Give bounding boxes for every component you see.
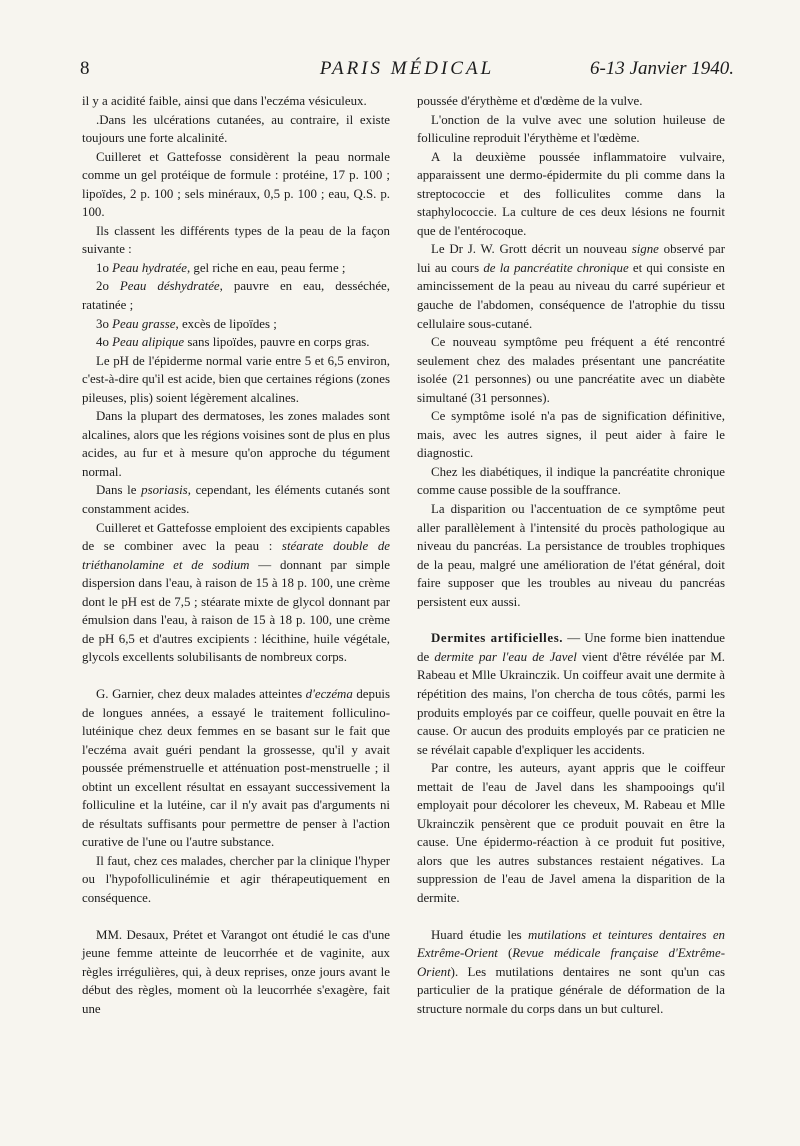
paragraph: Ce symptôme isolé n'a pas de signification définitive, mais, avec les autres signes, il peut aider à faire le diagnostic. — [417, 409, 725, 461]
left-column — [82, 92, 390, 1018]
paragraph: L'onction de la vulve avec une solution huileuse de folliculine reproduit l'érythème et l'œdème. — [417, 112, 725, 146]
paragraph: Chez les diabétiques, il indique la pancréatite chronique comme cause possible de la souffrance. — [417, 464, 725, 498]
paragraph: Par contre, les auteurs, ayant appris que le coiffeur mettait de l'eau de Javel dans les shampooings qu'il employait pour décolorer les cheveux, M. Rabeau et Mlle Ukrainczik pensèrent que ce produit pouvait en être la cause. Une épidermo-réaction à ce produit fut positive, alors que les autres substances restaient négatives. La suppression de l'eau de Javel amena la disparition de la dermite. — [417, 761, 725, 905]
paragraph: La disparition ou l'accentuation de ce symptôme peut aller parallèlement à l'intensité du procès pathologique au niveau du pancréas. La persistance de troubles trophiques de la peau, malgré une amélioration de l'état général, doit faire supposer que les troubles au niveau du pancréas persistent eux aussi. — [417, 502, 725, 609]
paragraph: Dans la plupart des dermatoses, les zones malades sont alcalines, alors que les régions voisines sont de plus en plus acides, au fur et à mesure qu'on approche du tégument normal. — [82, 409, 390, 479]
paragraph: poussée d'érythème et d'œdème de la vulve. — [417, 94, 643, 108]
paragraph: Ce nouveau symptôme peu fréquent a été rencontré seulement chez des malades présentant une pancréatite isolée (21 personnes) ou une pancréatite avec un diabète simultané (31 personnes). — [417, 335, 725, 405]
paragraph: .Dans les ulcérations cutanées, au contraire, il existe toujours une forte alcalinité. — [82, 112, 390, 146]
page-number: 8 — [80, 58, 90, 79]
skin-type-2: 2o Peau déshydratée, pauvre en eau, desséchée, ratatinée ; — [82, 279, 390, 313]
issue-date: 6-13 Janvier 1940. — [589, 58, 734, 79]
skin-type-4: 4o Peau alipique sans lipoïdes, pauvre en corps gras. — [96, 335, 370, 350]
paragraph: Le Dr J. W. Grott décrit un nouveau signe observé par lui au cours de la pancréatite chronique et qui consiste en amincissement de la peau au niveau du carré supérieur et gauche de l'abdomen, conséquence de l'atrophie du tissu cellulaire sous-cutané. — [417, 242, 725, 331]
right-column — [417, 92, 725, 1018]
paragraph: Cuilleret et Gattefosse considèrent la peau normale comme un gel protéique de formule : protéine, 17 p. 100 ; lipoïdes, 2 p. 100 ; sels minéraux, 0,5 p. 100 ; eau, Q.S. p. 100. — [82, 149, 390, 220]
paragraph: Le pH de l'épiderme normal varie entre 5 et 6,5 environ, c'est-à-dire qu'il est acide, bien que certaines régions (zones pileuses, plis) soient légèrement alcalines. — [82, 353, 390, 405]
journal-title: PARIS MÉDICAL — [319, 58, 495, 79]
paragraph: Dans le psoriasis, cependant, les éléments cutanés sont constamment acides. — [82, 483, 390, 517]
paragraph: Ils classent les différents types de la peau de la façon suivante : — [82, 223, 390, 257]
paragraph: Dermites artificielles. — Une forme bien inattendue de dermite par l'eau de Javel vient d'être révélée par M. Rabeau et Mlle Ukrainczik. Un coiffeur avait une dermite à répétition des mains, l'on chercha de tous côtés, parmi les produits employés par ce coiffeur, quelle pouvait en être la cause. Or aucun des produits employés par ce praticien ne se révélait capable d'expliquer les accidents. — [417, 631, 726, 757]
skin-type-1: 1o Peau hydratée, gel riche en eau, peau ferme ; — [96, 260, 346, 275]
paragraph: MM. Desaux, Prétet et Varangot ont étudié le cas d'une jeune femme atteinte de leucorrhée et de vaginite, aux règles irrégulières, qui, à deux reprises, onze jours avant le début des règles, moment où la leucorrhée s'exagère, fait une — [82, 927, 390, 1016]
paragraph: A la deuxième poussée inflammatoire vulvaire, apparaissent une dermo-épidermite du pli comme dans la streptococcie et des folliculites comme dans la staphylococcie. La culture de ces deux lésions ne fournit que de l'entérocoque. — [417, 149, 725, 238]
paragraph: G. Garnier, chez deux malades atteintes d'eczéma depuis de longues années, a essayé le traitement folliculino-lutéinique chez deux femmes en se basant sur le fait que l'eczéma avait guéri pendant la grossesse, qu'il y avait poussée prémenstruelle et atténuation post-menstruelle ; il obtint un excellent résultat en essayant successivement la folliculine et la lutéine, car il n'y avait pas d'arguments ni de résultats suffisants pour permettre de penser à l'action curative de l'une ou l'autre substance. — [82, 686, 390, 850]
paragraph: Il faut, chez ces malades, chercher par la clinique l'hyper ou l'hypofolliculinémie et agir thérapeutiquement en conséquence. — [82, 853, 390, 905]
skin-type-3: 3o Peau grasse, excès de lipoïdes ; — [96, 316, 277, 331]
section-heading: Dermites artificielles. — [431, 631, 564, 646]
page-header — [80, 58, 734, 88]
paragraph: il y a acidité faible, ainsi que dans l'eczéma vésiculeux. — [82, 94, 367, 108]
paragraph: Cuilleret et Gattefosse emploient des excipients capables de se combiner avec la peau : stéarate double de triéthanolamine et de sodium — donnant par simple dispersion dans l'eau, à raison de 15 à 18 p. 100, une crème dont le pH est de 7,5 ; stéarate mixte de glycol donnant par émulsion dans l'eau, à raison de 15 à 18 p. 100, une crème de pH 6,5 et d'autres excipients : lécithine, huile végétale, glycols excellents solubilisants de nombreux corps. — [82, 520, 390, 665]
paragraph: Huard étudie les mutilations et teintures dentaires en Extrême-Orient (Revue médicale française d'Extrême-Orient). Les mutilations dentaires ne sont qu'un cas particulier de la pratique générale de déformation de la structure normale du corps dans un but culturel. — [417, 927, 725, 1016]
